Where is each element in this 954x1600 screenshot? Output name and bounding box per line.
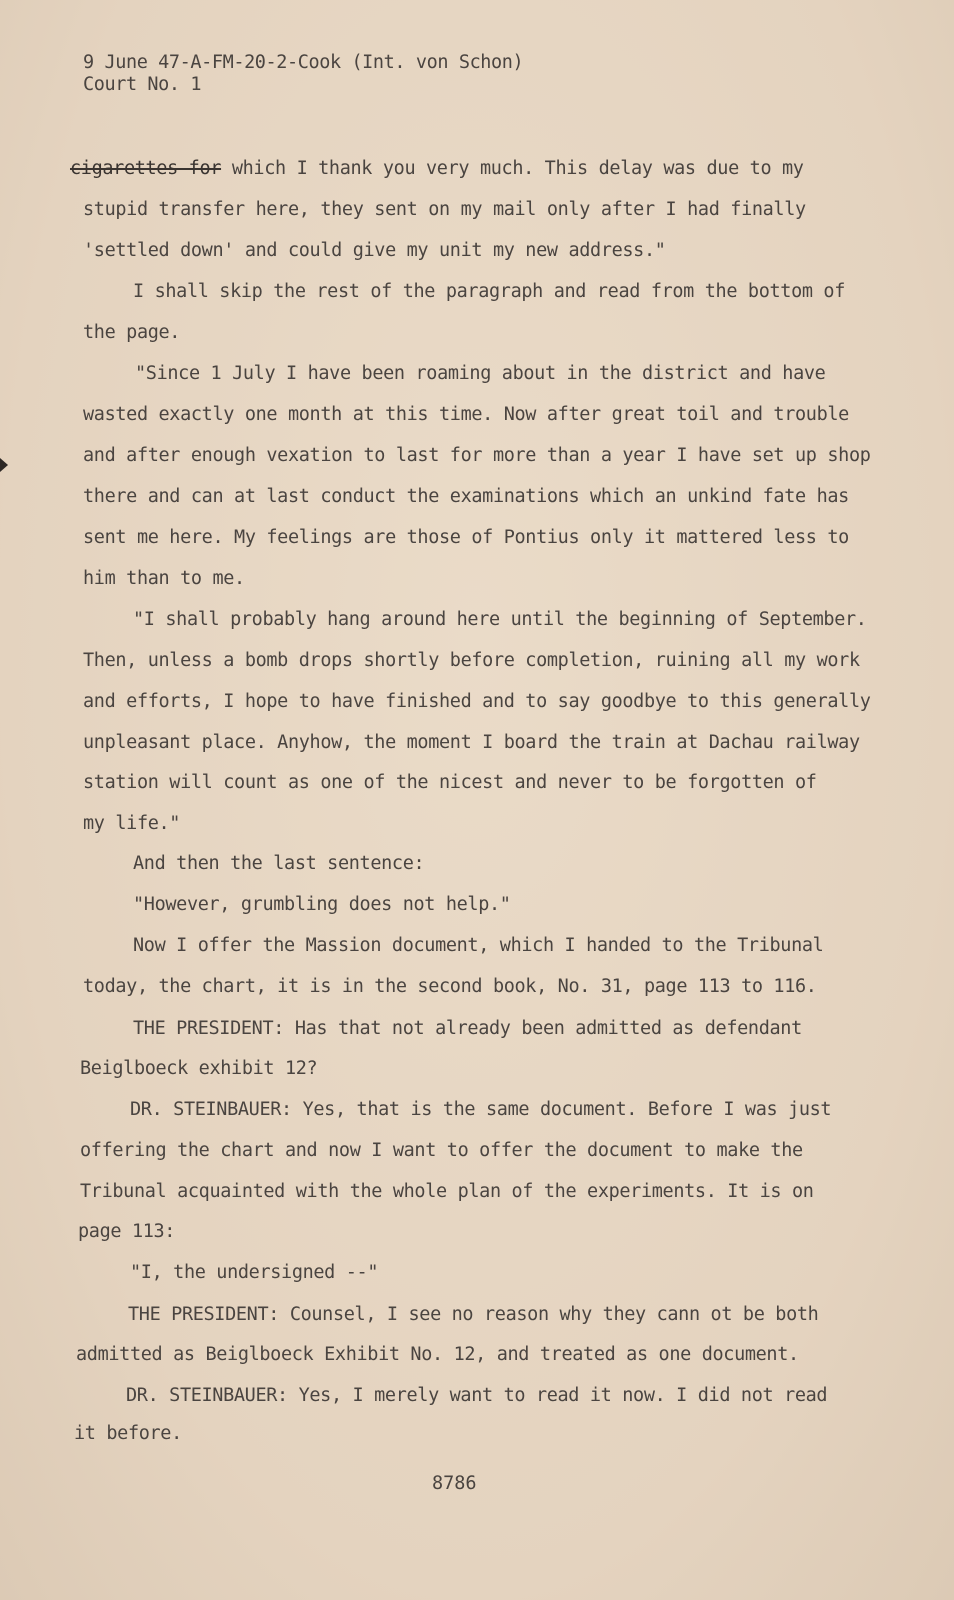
text-line: station will count as one of the nicest and never to be forgotten of (83, 772, 817, 793)
text-line: DR. STEINBAUER: Yes, I merely want to read it now. I did not read (126, 1385, 828, 1406)
text-line: it before. (74, 1423, 182, 1444)
text-line: offering the chart and now I want to offer the document to make the (80, 1140, 803, 1161)
text-line: and after enough vexation to last for more than a year I have set up shop (83, 445, 871, 466)
text-line: there and can at last conduct the examinations which an unkind fate has (83, 486, 849, 507)
text-line: admitted as Beiglboeck Exhibit No. 12, and treated as one document. (76, 1344, 799, 1365)
text-line: 'settled down' and could give my unit my new address." (83, 240, 666, 261)
text-line: my life." (83, 813, 181, 834)
text-line: "However, grumbling does not help." (133, 894, 511, 915)
text-line: "I, the undersigned --" (130, 1262, 379, 1283)
text-fragment: which I thank you very much. This delay was due to my (221, 158, 804, 179)
header-line-2: Court No. 1 (83, 74, 202, 95)
document-header (83, 52, 523, 96)
page-number: 8786 (432, 1473, 477, 1494)
text-line (70, 158, 804, 180)
text-line: unpleasant place. Anyhow, the moment I board the train at Dachau railway (83, 732, 860, 753)
edge-punch-mark (0, 458, 8, 472)
text-line: "Since 1 July I have been roaming about in the district and have (135, 363, 826, 384)
text-line: And then the last sentence: (133, 853, 425, 874)
text-line: DR. STEINBAUER: Yes, that is the same document. Before I was just (130, 1099, 832, 1120)
text-line: Tribunal acquainted with the whole plan of the experiments. It is on (80, 1181, 814, 1202)
text-line: today, the chart, it is in the second book, No. 31, page 113 to 116. (83, 976, 817, 997)
text-line: wasted exactly one month at this time. Now after great toil and trouble (83, 404, 849, 425)
text-line: "I shall probably hang around here until the beginning of September. (133, 609, 867, 630)
text-line: sent me here. My feelings are those of Pontius only it mattered less to (83, 527, 849, 548)
struck-text: cigarettes for (70, 158, 222, 179)
text-line: him than to me. (83, 568, 245, 589)
text-line: Beiglboeck exhibit 12? (80, 1058, 318, 1079)
text-line: Then, unless a bomb drops shortly before completion, ruining all my work (83, 650, 860, 671)
text-line: the page. (83, 322, 181, 343)
text-line: THE PRESIDENT: Counsel, I see no reason why they cann ot be both (128, 1304, 819, 1325)
text-line: page 113: (78, 1221, 176, 1242)
text-line: and efforts, I hope to have finished and to say goodbye to this generally (83, 691, 871, 712)
header-line-1: 9 June 47-A-FM-20-2-Cook (Int. von Schon) (83, 52, 524, 73)
text-line: I shall skip the rest of the paragraph and read from the bottom of (133, 281, 846, 302)
text-line: stupid transfer here, they sent on my mail only after I had finally (83, 199, 806, 220)
text-line: THE PRESIDENT: Has that not already been admitted as defendant (133, 1018, 802, 1039)
text-line: Now I offer the Massion document, which I handed to the Tribunal (133, 935, 824, 956)
